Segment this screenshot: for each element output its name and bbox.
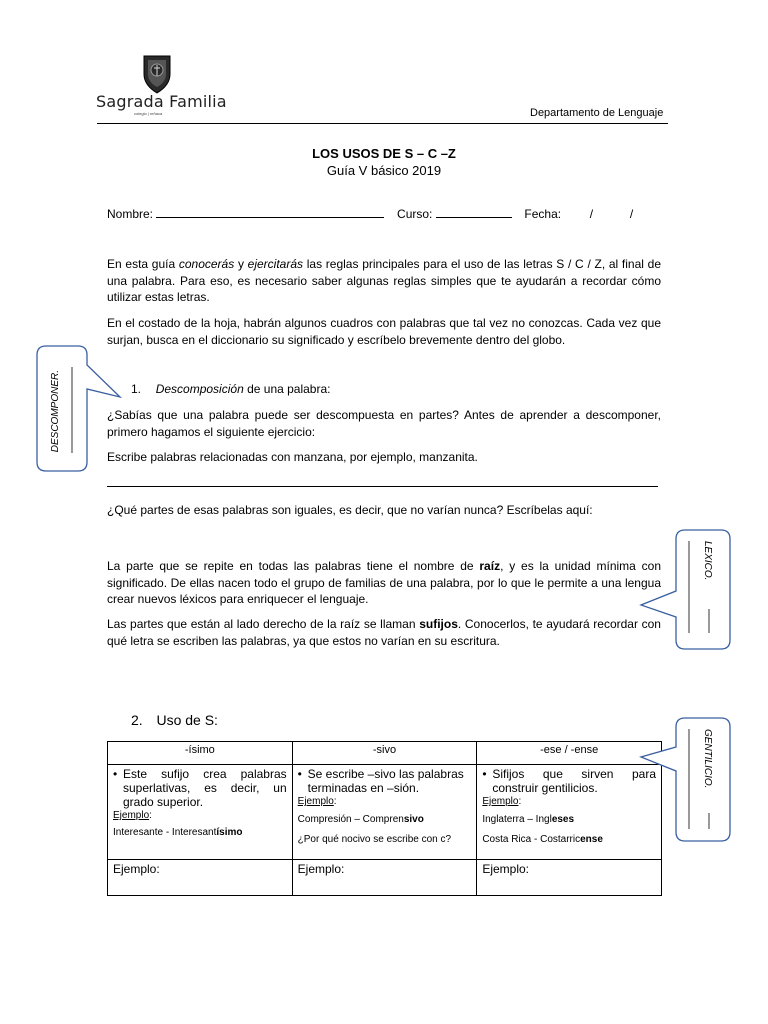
header-rule <box>97 123 668 124</box>
table-cell-sivo: • Se escribe –sivo las palabras terminadas en –sión. Ejemplo: Compresión – Comprensivo ¿Por qué nocivo se escribe con c? <box>292 765 477 860</box>
example-cell[interactable]: Ejemplo: <box>292 860 477 896</box>
school-subtitle: colegio | reñaca <box>134 111 163 116</box>
section-1-heading: 1. Descomposición de una palabra: <box>131 382 331 396</box>
table-row <box>108 860 662 896</box>
intro-paragraph-2: En el costado de la hoja, habrán algunos cuadros con palabras que tal vez no conozcas. Cada vez que surjan, busca en el diccionario su significado y escríbelo brevemente dentro del globo. <box>107 316 661 347</box>
section-1-paragraph-5: Las partes que están al lado derecho de la raíz se llaman sufijos. Conocerlos, te ayudará recordar con qué letra se escriben las palabras, ya que estos no varían en su escritura. <box>107 617 661 648</box>
table-header: -sivo <box>292 742 477 765</box>
shield-icon <box>142 54 172 94</box>
answer-line[interactable] <box>107 486 658 487</box>
table-header: -ísimo <box>108 742 293 765</box>
sidebar-word-gentilicio: GENTILICIO. <box>702 729 713 789</box>
table-cell-isimo: • Este sufijo crea palabras superlativas, es decir, un grado superior. Ejemplo: Interesante - Interesantísimo <box>108 765 293 860</box>
suffix-table <box>107 741 662 896</box>
table-row <box>108 765 662 860</box>
section-1-paragraph-1: ¿Sabías que una palabra puede ser descompuesta en partes? Antes de aprender a descomponer, primero hagamos el siguiente ejercicio: <box>107 408 661 439</box>
sidebar-word-descomponer: DESCOMPONER. <box>50 370 61 453</box>
example-cell[interactable]: Ejemplo: <box>477 860 662 896</box>
sidebar-word-lexico: LEXICO. <box>702 541 713 581</box>
table-header: -ese / -ense <box>477 742 662 765</box>
section-2-heading: 2. Uso de S: <box>131 712 218 728</box>
document-title: LOS USOS DE S – C –Z <box>312 146 456 161</box>
name-field[interactable] <box>156 206 384 218</box>
intro-paragraph-1: En esta guía conocerás y ejercitarás las reglas principales para el uso de las letras S / C / Z, al final de una palabra. Para eso, es necesario saber algunas reglas simples que te ayudarán a recordar cómo utilizar estas letras. <box>107 257 661 304</box>
document-subtitle: Guía V básico 2019 <box>326 163 442 178</box>
table-cell-ense: • Sifijos que sirven para construir gentilicios. Ejemplo: Inglaterra – Ingleses Costa Rica - Costarricense <box>477 765 662 860</box>
section-1-paragraph-4: La parte que se repite en todas las palabras tiene el nombre de raíz, y es la unidad mínima con significado. De ellas nacen todo el grupo de familias de una palabra, por lo que le permite a una lengua crear nuevos léxicos para enriquecer el lenguaje. <box>107 559 661 606</box>
course-field[interactable] <box>436 206 512 218</box>
callout-bubble-right-1 <box>639 529 733 651</box>
section-1-paragraph-2: Escribe palabras relacionadas con manzana, por ejemplo, manzanita. <box>107 450 478 464</box>
callout-bubble-right-2 <box>639 717 733 843</box>
school-name: Sagrada Familia <box>96 92 227 111</box>
department-label: Departamento de Lenguaje <box>530 107 664 119</box>
name-label: Nombre: <box>107 207 154 221</box>
section-1-paragraph-3: ¿Qué partes de esas palabras son iguales, es decir, que no varían nunca? Escríbelas aquí: <box>107 503 593 517</box>
student-form <box>107 206 633 221</box>
date-separator: / <box>589 207 594 221</box>
callout-bubble-left <box>36 345 122 473</box>
date-label: Fecha: <box>524 207 562 221</box>
school-logo <box>96 54 227 122</box>
table-header-row <box>108 742 662 765</box>
example-cell[interactable]: Ejemplo: <box>108 860 293 896</box>
date-separator: / <box>629 207 634 221</box>
course-label: Curso: <box>397 207 433 221</box>
